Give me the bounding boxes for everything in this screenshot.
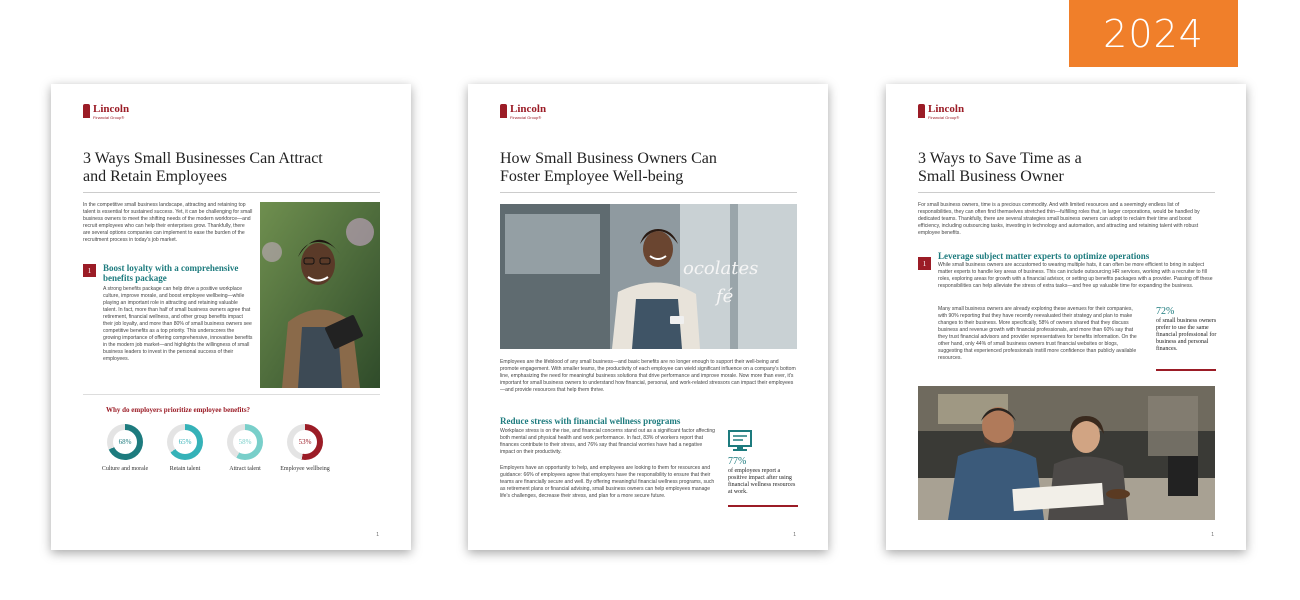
- lincoln-logo-mark-icon: [83, 104, 90, 118]
- lincoln-logo: [500, 104, 546, 120]
- donut-chart: [227, 424, 263, 460]
- woman-with-tablet-photo: [260, 202, 380, 388]
- title-divider: [83, 192, 380, 193]
- document-page-employee-wellbeing[interactable]: [468, 84, 828, 550]
- cafe-sign-text-2: fé: [716, 286, 734, 307]
- intro-paragraph: In the competitive small business landscape, attracting and retaining top talent is essential for sustained success. Yet, it can be challenging for small business owners to meet the shifting needs of the modern workforce—and recruit employees who can help their enterprises grow. Thankfully, there are several options companies can implement to ease the burden of the recruitment process in today's job market.: [83, 202, 253, 243]
- logo-subtitle: Financial Group®: [93, 115, 125, 120]
- logo-subtitle: Financial Group®: [510, 115, 542, 120]
- page-number: 1: [793, 532, 796, 538]
- donut-chart: [107, 424, 143, 460]
- section-body-2: Many small business owners are already exploring these avenues for their companies, with 90% reporting that they have recently reevaluated their strategy and plan to make changes to their business. More specifically, 58% of owners shared that they discuss business and revenue growth with financial professionals, and more than 60% say that they trust financial advisors and provider representatives for benefits information. On the other hand, only 44% of small business owners trust financial websites or blogs, suggesting that experienced professionals instill more confidence than publicly available resources.: [938, 306, 1137, 361]
- section-body-1: While small business owners are accustomed to wearing multiple hats, it can often be more efficient to bring in subject matter experts to handle key areas of business. This can include outsourcing HR services, working with a recruiter to fill roles, exploring areas for growth with a financial advisor, or setting up benefits packages with a provider. Passing off these responsibilities can help alleviate the stress of extra tasks—and free up valuable time for expanding the business.: [938, 262, 1213, 289]
- page-title: 3 Ways to Save Time as a Small Business Owner: [918, 150, 1082, 185]
- lincoln-logo: [918, 104, 964, 120]
- logo-name: Lincoln: [93, 103, 130, 115]
- section-heading: Leverage subject matter experts to optimize operations: [938, 251, 1150, 261]
- donut-label: Culture and morale: [101, 466, 149, 472]
- section-body: A strong benefits package can help drive a positive workplace culture, improve morale, and boost employee wellbeing—while playing an important role in attracting and retaining valuable talent. In fact, more than half of small business owners agree that retirement, financial wellness, and other group benefits impact their job loyalty, and more than 80% of small business owners see competitive benefits as a top priority. This underscores the growing importance of offering comprehensive, innovative benefits in the modern job market—and highlights the willingness of small business leaders to invest in the personal success of their employees.: [103, 286, 253, 362]
- stat-description: of small business owners prefer to use the same financial professional for business and personal finances.: [1156, 318, 1217, 352]
- donut-label: Retain talent: [169, 466, 201, 472]
- title-divider: [918, 192, 1215, 193]
- page-number: 1: [376, 532, 379, 538]
- business-owners-photo: [918, 386, 1215, 520]
- document-page-attract-retain[interactable]: [51, 84, 411, 550]
- donut-label: Employee wellbeing: [280, 466, 330, 472]
- title-divider: [500, 192, 797, 193]
- logo-name: Lincoln: [928, 103, 965, 115]
- stat-description: of employees report a positive impact after using financial wellness resources at work.: [728, 468, 796, 495]
- lincoln-logo: [83, 104, 129, 120]
- cafe-owner-photo: [500, 204, 797, 349]
- computer-icon: [728, 430, 752, 457]
- stat-value: 72%: [1156, 306, 1175, 317]
- section-heading: Reduce stress with financial wellness programs: [500, 416, 681, 426]
- donut-chart: [287, 424, 323, 460]
- donut-percent: 68%: [113, 430, 137, 454]
- section-body-1: Workplace stress is on the rise, and financial concerns stand out as a significant factor affecting both mental and physical health and work performance. In fact, 83% of workers report that finances contribute to their stress, and 76% say that financial worries have had a negative impact on their productivity.: [500, 428, 715, 455]
- donut-label: Attract talent: [229, 466, 261, 472]
- page-title: How Small Business Owners Can Foster Employee Well-being: [500, 150, 717, 185]
- lincoln-logo-mark-icon: [918, 104, 925, 118]
- intro-paragraph: Employees are the lifeblood of any small business—and basic benefits are no longer enough to support their well-being and promote engagement. With smaller teams, the productivity of each employee can wield significant influence on a company's bottom line, emphasizing the need for meaningful business solutions that drive performance and improve morale. Now more than ever, it's important for small business owners to understand how financial, personal, and work-related stressors can impact their employees—and provide resources that help them thrive.: [500, 359, 796, 393]
- section-number-badge: 1: [918, 257, 931, 270]
- logo-name: Lincoln: [510, 103, 547, 115]
- section-body-2: Employers have an opportunity to help, and employees are looking to them for resources and guidance: 66% of employees agree that employers have the responsibility to ensure that their teams are financially secure and well. By offering meaningful financial wellness programs, such as retirement plans or financial advising, small business owners can help employees manage life's challenges, decrease their stress, and plan for a more secure future.: [500, 465, 715, 499]
- logo-subtitle: Financial Group®: [928, 115, 960, 120]
- donut-percent: 58%: [233, 430, 257, 454]
- stat-value: 77%: [728, 456, 747, 467]
- chart-divider: [83, 394, 380, 395]
- stat-underline: [728, 505, 798, 507]
- section-heading: Boost loyalty with a comprehensive benefits package: [103, 263, 239, 283]
- chart-title: Why do employers prioritize employee benefits?: [106, 406, 251, 414]
- page-number: 1: [1211, 532, 1214, 538]
- lincoln-logo-mark-icon: [500, 104, 507, 118]
- donut-chart: [167, 424, 203, 460]
- document-page-save-time[interactable]: [886, 84, 1246, 550]
- page-title: 3 Ways Small Businesses Can Attract and Retain Employees: [83, 150, 323, 185]
- intro-paragraph: For small business owners, time is a precious commodity. And with limited resources and a seemingly endless list of responsibilities, they can often find themselves stretched thin—fulfilling roles that, in larger corporations, would be handled by dedicated teams. Thankfully, there are several strategies small business owners can adopt to reclaim their time and boost efficiency, including outsourcing tasks, investing in technology and automation, and attracting and retaining talent with robust employee benefits.: [918, 202, 1200, 236]
- year-badge: 2024: [1069, 0, 1238, 67]
- donut-percent: 65%: [173, 430, 197, 454]
- cafe-sign-text: ocolates: [683, 258, 759, 279]
- stat-underline: [1156, 369, 1216, 371]
- section-number-badge: 1: [83, 264, 96, 277]
- donut-percent: 53%: [293, 430, 317, 454]
